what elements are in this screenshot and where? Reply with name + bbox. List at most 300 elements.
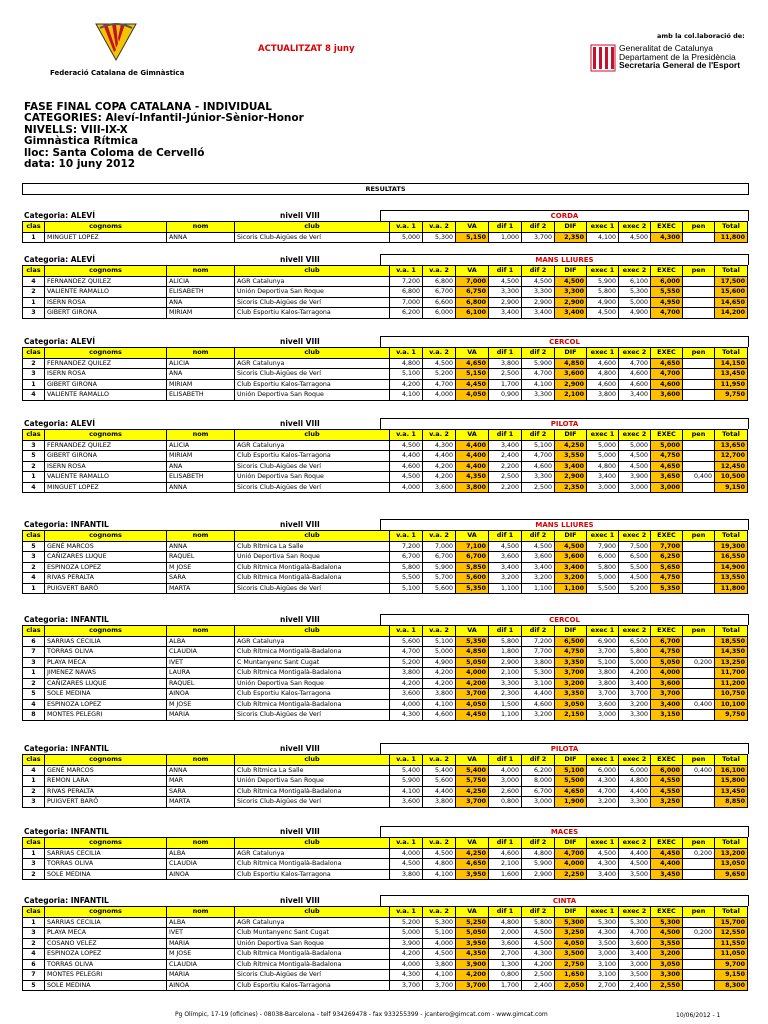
- column-header: exec 1: [587, 430, 619, 441]
- table-cell: 6,800: [423, 276, 456, 287]
- table-cell: 2,900: [522, 297, 555, 308]
- table-cell: 1,500: [489, 699, 522, 710]
- result-section: [22, 614, 747, 721]
- column-header: VA: [456, 838, 489, 849]
- table-header-row: [23, 222, 748, 233]
- table-cell: FERNANDEZ QUILEZ: [45, 358, 167, 369]
- table-cell: 3,400: [489, 440, 522, 451]
- table-cell: PLAYA MECA: [45, 928, 167, 939]
- table-cell: 3,800: [587, 668, 619, 679]
- table-cell: [683, 949, 715, 960]
- competition-title: [24, 102, 304, 170]
- column-header: VA: [456, 531, 489, 542]
- table-cell: [683, 970, 715, 981]
- table-cell: 4,650: [651, 358, 683, 369]
- table-cell: 13,250: [715, 657, 748, 668]
- table-cell: SOLE MEDINA: [45, 869, 167, 880]
- column-header: club: [235, 430, 390, 441]
- table-cell: 3,500: [619, 869, 651, 880]
- table-cell: 2,200: [489, 482, 522, 493]
- column-header: VA: [456, 430, 489, 441]
- table-cell: AINOA: [167, 689, 235, 700]
- table-cell: 2: [23, 562, 45, 573]
- table-cell: 5,300: [423, 232, 456, 243]
- column-header: EXEC: [651, 266, 683, 277]
- table-cell: 4,500: [619, 232, 651, 243]
- table-header-row: [23, 348, 748, 359]
- table-cell: 4,400: [423, 451, 456, 462]
- table-cell: 4,500: [390, 440, 423, 451]
- results-table: [22, 837, 748, 880]
- results-table: [22, 347, 748, 401]
- table-cell: 4,450: [651, 848, 683, 859]
- table-cell: 4,200: [390, 379, 423, 390]
- table-cell: 5,600: [423, 583, 456, 594]
- table-cell: Unión Deportiva San Roque: [235, 678, 390, 689]
- table-cell: 4,000: [489, 765, 522, 776]
- table-cell: Club Esportiu Kalos-Tarragona: [235, 379, 390, 390]
- table-cell: 4,050: [456, 699, 489, 710]
- table-cell: 2,900: [489, 657, 522, 668]
- table-cell: 4,000: [390, 699, 423, 710]
- section-header: [22, 418, 747, 429]
- table-cell: REMON LARA: [45, 776, 167, 787]
- collaboration-note: amb la col.laboració de:: [657, 32, 745, 40]
- table-cell: 1,700: [489, 379, 522, 390]
- table-cell: 4: [23, 949, 45, 960]
- table-cell: 6,000: [423, 308, 456, 319]
- table-cell: 8,850: [715, 797, 748, 808]
- table-cell: 4,500: [489, 541, 522, 552]
- table-cell: 3,700: [651, 689, 683, 700]
- column-header: dif 2: [522, 907, 555, 918]
- table-cell: 5,350: [651, 583, 683, 594]
- table-row: [23, 938, 748, 949]
- table-cell: MARTA: [167, 583, 235, 594]
- table-cell: 1: [23, 472, 45, 483]
- section-header: [22, 743, 747, 754]
- table-cell: 15,700: [715, 917, 748, 928]
- table-cell: 1: [23, 668, 45, 679]
- table-cell: 7,200: [390, 276, 423, 287]
- table-cell: 5,000: [390, 232, 423, 243]
- apparatus-label: CERCOL: [380, 614, 749, 625]
- table-cell: Sicoris Club-Aigües de Verí: [235, 461, 390, 472]
- table-cell: 12,450: [715, 461, 748, 472]
- table-cell: 1,700: [489, 980, 522, 991]
- results-table: [22, 265, 748, 319]
- table-cell: MONTES PELEGRI: [45, 710, 167, 721]
- column-header: pen: [683, 907, 715, 918]
- table-cell: 5,400: [390, 765, 423, 776]
- table-cell: 4,550: [651, 776, 683, 787]
- table-cell: 0,900: [489, 390, 522, 401]
- table-cell: 3,600: [619, 938, 651, 949]
- table-cell: RAQUEL: [167, 678, 235, 689]
- table-cell: 3,000: [489, 776, 522, 787]
- results-banner: RESULTATS: [22, 183, 749, 195]
- table-cell: 2: [23, 287, 45, 298]
- table-cell: SARRIAS CECILIA: [45, 848, 167, 859]
- table-cell: 3: [23, 859, 45, 870]
- results-table: [22, 754, 748, 808]
- table-cell: 4,500: [390, 859, 423, 870]
- table-cell: [683, 390, 715, 401]
- table-cell: 3,600: [651, 678, 683, 689]
- apparatus-label: CERCOL: [380, 336, 749, 347]
- table-cell: 4,650: [456, 358, 489, 369]
- table-cell: 8: [23, 710, 45, 721]
- column-header: DIF: [555, 838, 587, 849]
- category-label: Categoria: ALEVÍ: [24, 337, 96, 346]
- table-cell: 3,050: [651, 959, 683, 970]
- table-cell: 3,050: [555, 699, 587, 710]
- table-cell: 13,200: [715, 848, 748, 859]
- column-header: EXEC: [651, 222, 683, 233]
- column-header: v.a. 1: [390, 531, 423, 542]
- table-cell: 3,100: [587, 970, 619, 981]
- table-cell: 7: [23, 647, 45, 658]
- section-header: [22, 895, 747, 906]
- table-cell: 5,000: [619, 440, 651, 451]
- table-cell: 3,000: [522, 797, 555, 808]
- table-cell: CLAUDIA: [167, 859, 235, 870]
- table-row: [23, 970, 748, 981]
- table-cell: 2: [23, 358, 45, 369]
- table-cell: 13,650: [715, 440, 748, 451]
- table-cell: 3,300: [489, 287, 522, 298]
- table-cell: MARIA: [167, 970, 235, 981]
- table-cell: 4,900: [423, 657, 456, 668]
- table-cell: 6,700: [651, 636, 683, 647]
- table-cell: [683, 232, 715, 243]
- table-cell: 4,300: [522, 949, 555, 960]
- table-row: [23, 390, 748, 401]
- table-cell: 6: [23, 959, 45, 970]
- table-cell: 4,300: [587, 928, 619, 939]
- results-table: [22, 530, 748, 594]
- table-cell: [683, 859, 715, 870]
- table-cell: 5: [23, 541, 45, 552]
- table-cell: 4,600: [390, 461, 423, 472]
- table-cell: 4,850: [555, 358, 587, 369]
- table-cell: 2,700: [489, 949, 522, 960]
- table-cell: 4,000: [390, 848, 423, 859]
- column-header: exec 1: [587, 531, 619, 542]
- table-cell: 5,400: [423, 765, 456, 776]
- column-header: DIF: [555, 755, 587, 766]
- table-cell: Sicoris Club-Aigües de Verí: [235, 482, 390, 493]
- table-cell: 1: [23, 232, 45, 243]
- table-cell: 4,100: [522, 379, 555, 390]
- column-header: dif 2: [522, 626, 555, 637]
- table-cell: Unión Deportiva San Roque: [235, 287, 390, 298]
- section-header: [22, 614, 747, 625]
- table-cell: 2,700: [587, 980, 619, 991]
- column-header: nom: [167, 266, 235, 277]
- column-header: pen: [683, 430, 715, 441]
- column-header: v.a. 2: [423, 755, 456, 766]
- table-row: [23, 678, 748, 689]
- table-cell: M JOSE: [167, 949, 235, 960]
- table-cell: AINOA: [167, 980, 235, 991]
- gen-line-3: Secretaria General de l'Esport: [619, 60, 741, 70]
- column-header: cognoms: [45, 907, 167, 918]
- column-header: v.a. 2: [423, 907, 456, 918]
- column-header: dif 2: [522, 430, 555, 441]
- table-cell: 11,800: [715, 583, 748, 594]
- table-cell: TORRAS OLIVA: [45, 647, 167, 658]
- table-cell: Sicoris Club-Aigües de Verí: [235, 797, 390, 808]
- table-cell: 5,800: [619, 647, 651, 658]
- column-header: exec 1: [587, 222, 619, 233]
- table-cell: 3,800: [522, 657, 555, 668]
- table-cell: PUIGVERT BARÓ: [45, 797, 167, 808]
- table-row: [23, 657, 748, 668]
- table-cell: 3,550: [555, 451, 587, 462]
- table-cell: 7: [23, 970, 45, 981]
- table-cell: MINGUET LOPEZ: [45, 232, 167, 243]
- table-cell: 2,400: [489, 451, 522, 462]
- table-row: [23, 440, 748, 451]
- table-row: [23, 959, 748, 970]
- table-cell: 3,400: [619, 678, 651, 689]
- column-header: Total: [715, 907, 748, 918]
- column-header: v.a. 2: [423, 222, 456, 233]
- table-cell: PUIGVERT BARÓ: [45, 583, 167, 594]
- table-cell: 4,000: [651, 668, 683, 679]
- table-row: [23, 379, 748, 390]
- table-cell: 4,200: [456, 970, 489, 981]
- title-line-5: lloc: Santa Coloma de Cervelló: [24, 146, 205, 159]
- table-cell: 4: [23, 765, 45, 776]
- column-header: v.a. 2: [423, 838, 456, 849]
- table-cell: 5,100: [522, 440, 555, 451]
- table-cell: GIBERT GIRONA: [45, 379, 167, 390]
- table-cell: 5,800: [390, 562, 423, 573]
- table-cell: 4,400: [619, 786, 651, 797]
- table-cell: [683, 980, 715, 991]
- table-cell: 5,000: [390, 928, 423, 939]
- table-cell: 6,700: [423, 287, 456, 298]
- column-header: nom: [167, 907, 235, 918]
- table-cell: 5,900: [390, 776, 423, 787]
- table-cell: ALICIA: [167, 358, 235, 369]
- table-cell: 0,800: [489, 797, 522, 808]
- table-cell: 0,800: [489, 970, 522, 981]
- table-cell: 6,800: [456, 297, 489, 308]
- table-cell: GIBERT GIRONA: [45, 451, 167, 462]
- table-cell: 4,000: [555, 859, 587, 870]
- table-cell: 5,250: [456, 917, 489, 928]
- table-cell: 4,500: [587, 848, 619, 859]
- table-cell: 3,950: [456, 869, 489, 880]
- table-cell: 4,250: [456, 786, 489, 797]
- table-cell: 4,100: [587, 232, 619, 243]
- column-header: v.a. 1: [390, 430, 423, 441]
- table-cell: 6,000: [587, 765, 619, 776]
- table-cell: 4,250: [555, 440, 587, 451]
- result-section: [22, 418, 747, 493]
- table-cell: 4,600: [619, 379, 651, 390]
- table-cell: 3,900: [456, 959, 489, 970]
- table-cell: [683, 689, 715, 700]
- column-header: dif 1: [489, 838, 522, 849]
- table-cell: 0,400: [683, 765, 715, 776]
- table-cell: 8,000: [522, 776, 555, 787]
- table-cell: 2,100: [489, 668, 522, 679]
- column-header: exec 1: [587, 348, 619, 359]
- table-cell: 7,000: [390, 297, 423, 308]
- table-cell: [683, 461, 715, 472]
- column-header: clas: [23, 838, 45, 849]
- federation-name: Federació Catalana de Gimnàstica: [50, 69, 185, 77]
- column-header: dif 2: [522, 531, 555, 542]
- column-header: club: [235, 222, 390, 233]
- table-cell: 4,200: [423, 472, 456, 483]
- column-header: cognoms: [45, 838, 167, 849]
- table-cell: 3,900: [619, 472, 651, 483]
- column-header: DIF: [555, 626, 587, 637]
- table-cell: AGR Catalunya: [235, 917, 390, 928]
- table-cell: 3,400: [522, 562, 555, 573]
- table-cell: 4,600: [423, 710, 456, 721]
- table-cell: 5,600: [423, 776, 456, 787]
- results-table: [22, 221, 748, 243]
- table-cell: 3,350: [555, 689, 587, 700]
- table-row: [23, 765, 748, 776]
- table-cell: 3,000: [619, 482, 651, 493]
- table-cell: 5,000: [651, 440, 683, 451]
- table-cell: 2: [23, 678, 45, 689]
- table-cell: 3: [23, 797, 45, 808]
- table-cell: 4,250: [456, 848, 489, 859]
- table-cell: MIRIAM: [167, 379, 235, 390]
- table-cell: ALICIA: [167, 440, 235, 451]
- table-cell: 4,500: [619, 461, 651, 472]
- table-cell: 5,300: [555, 917, 587, 928]
- table-cell: 4,500: [423, 848, 456, 859]
- category-label: Categoria: INFANTIL: [24, 615, 109, 624]
- table-cell: MIRIAM: [167, 308, 235, 319]
- column-header: nom: [167, 430, 235, 441]
- table-cell: 0,200: [683, 928, 715, 939]
- column-header: pen: [683, 755, 715, 766]
- table-cell: 3,000: [587, 482, 619, 493]
- column-header: DIF: [555, 531, 587, 542]
- table-cell: Sicoris Club-Aigües de Verí: [235, 297, 390, 308]
- table-cell: 6,100: [619, 276, 651, 287]
- column-header: club: [235, 626, 390, 637]
- column-header: v.a. 1: [390, 838, 423, 849]
- column-header: VA: [456, 222, 489, 233]
- table-cell: 4,650: [456, 859, 489, 870]
- table-cell: 5,800: [522, 917, 555, 928]
- table-cell: ELISABETH: [167, 287, 235, 298]
- column-header: cognoms: [45, 531, 167, 542]
- table-row: [23, 848, 748, 859]
- table-cell: 3,700: [555, 668, 587, 679]
- table-cell: LAURA: [167, 668, 235, 679]
- table-cell: 2,350: [555, 232, 587, 243]
- table-cell: [683, 678, 715, 689]
- table-cell: 4,500: [522, 276, 555, 287]
- table-cell: 4,200: [522, 959, 555, 970]
- column-header: exec 1: [587, 838, 619, 849]
- column-header: exec 2: [619, 626, 651, 637]
- table-cell: 4,800: [423, 859, 456, 870]
- table-cell: 4,800: [390, 358, 423, 369]
- table-cell: 4,200: [390, 678, 423, 689]
- column-header: Total: [715, 266, 748, 277]
- table-cell: VALIENTE RAMALLO: [45, 390, 167, 401]
- table-cell: 3,600: [489, 938, 522, 949]
- table-cell: Club Esportiu Kalos-Tarragona: [235, 308, 390, 319]
- column-header: exec 1: [587, 907, 619, 918]
- table-cell: ALBA: [167, 848, 235, 859]
- table-cell: Club Rítmica Montigalà-Badalona: [235, 949, 390, 960]
- table-cell: 3,400: [489, 308, 522, 319]
- table-cell: SARA: [167, 573, 235, 584]
- column-header: exec 2: [619, 348, 651, 359]
- table-cell: 2,500: [522, 970, 555, 981]
- table-cell: 1,600: [489, 869, 522, 880]
- table-cell: 4,400: [423, 786, 456, 797]
- table-cell: 3,200: [489, 573, 522, 584]
- table-cell: 14,350: [715, 647, 748, 658]
- title-line-1: FASE FINAL COPA CATALANA - INDIVIDUAL: [24, 101, 272, 113]
- table-cell: 2,750: [555, 959, 587, 970]
- column-header: nom: [167, 838, 235, 849]
- table-row: [23, 689, 748, 700]
- table-cell: 6,500: [619, 552, 651, 563]
- table-cell: Club Esportiu Kalos-Tarragona: [235, 689, 390, 700]
- table-cell: 4,100: [423, 699, 456, 710]
- table-cell: [683, 308, 715, 319]
- table-cell: Club Rítmica Montigalà-Badalona: [235, 859, 390, 870]
- table-cell: 3,300: [651, 970, 683, 981]
- level-label: nivell VIII: [280, 255, 320, 264]
- table-cell: 4,550: [651, 786, 683, 797]
- column-header: dif 2: [522, 348, 555, 359]
- table-cell: 5,150: [456, 369, 489, 380]
- table-cell: 5,500: [390, 573, 423, 584]
- column-header: nom: [167, 755, 235, 766]
- section-header: [22, 519, 747, 530]
- table-cell: 6,200: [522, 765, 555, 776]
- table-header-row: [23, 266, 748, 277]
- table-cell: 3,700: [390, 980, 423, 991]
- table-cell: 3,000: [651, 482, 683, 493]
- table-cell: 5,000: [587, 451, 619, 462]
- table-cell: SOLE MEDINA: [45, 689, 167, 700]
- result-section: [22, 895, 747, 991]
- table-cell: 4,500: [522, 928, 555, 939]
- section-header: [22, 254, 747, 265]
- table-row: [23, 583, 748, 594]
- table-cell: Unión Deportiva San Roque: [235, 776, 390, 787]
- table-cell: AGR Catalunya: [235, 636, 390, 647]
- column-header: club: [235, 755, 390, 766]
- table-cell: 1,100: [522, 583, 555, 594]
- results-table: [22, 906, 748, 991]
- table-cell: 14,650: [715, 297, 748, 308]
- column-header: dif 1: [489, 626, 522, 637]
- column-header: dif 2: [522, 222, 555, 233]
- table-row: [23, 980, 748, 991]
- table-cell: 4,900: [587, 297, 619, 308]
- table-cell: 1,100: [489, 710, 522, 721]
